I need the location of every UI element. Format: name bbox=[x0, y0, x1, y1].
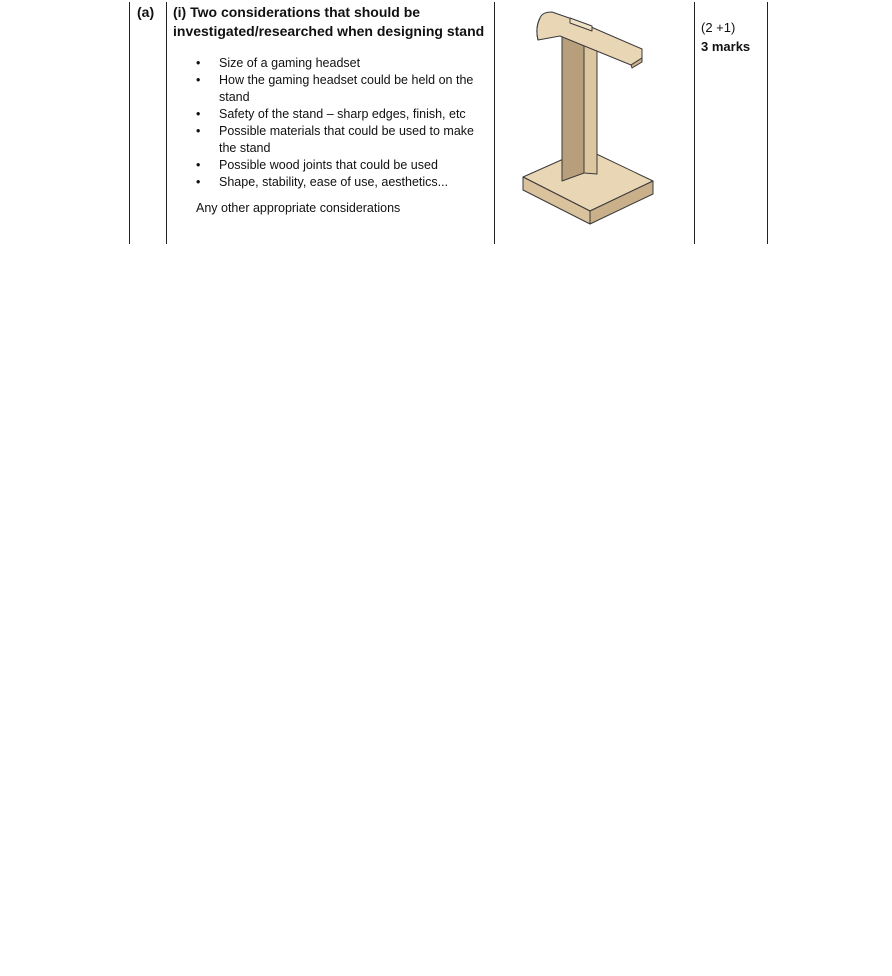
bullet-icon: • bbox=[196, 73, 201, 87]
table-divider-figure bbox=[694, 2, 695, 244]
list-item: • Possible materials that could be used to make the stand bbox=[196, 124, 474, 155]
stand-post-front bbox=[562, 24, 584, 181]
list-item: • Safety of the stand – sharp edges, finish, etc bbox=[196, 107, 466, 121]
bullet-icon: • bbox=[196, 124, 201, 138]
bullet-icon: • bbox=[196, 158, 201, 172]
bullet-icon: • bbox=[196, 175, 201, 189]
list-item: • Possible wood joints that could be used bbox=[196, 158, 438, 172]
table-divider-answer bbox=[494, 2, 495, 244]
table-divider-part bbox=[166, 2, 167, 244]
list-item: • Size of a gaming headset bbox=[196, 56, 361, 70]
table-border-right bbox=[767, 2, 768, 244]
part-label: (a) bbox=[137, 4, 155, 20]
table-border-left bbox=[129, 2, 130, 244]
question-heading: (i) Two considerations that should be investigated/researched when designing stand bbox=[173, 4, 485, 39]
headset-stand-illustration bbox=[518, 8, 658, 230]
list-item: • How the gaming headset could be held on the stand bbox=[196, 73, 474, 104]
bullet-icon: • bbox=[196, 56, 201, 70]
consideration-list bbox=[196, 55, 491, 191]
other-considerations-note: Any other appropriate considerations bbox=[196, 201, 401, 215]
list-item: • Shape, stability, ease of use, aesthetics... bbox=[196, 175, 449, 189]
marks-total: 3 marks bbox=[701, 39, 751, 54]
marks-breakdown: (2 +1) bbox=[701, 20, 736, 35]
bullet-icon: • bbox=[196, 107, 201, 121]
